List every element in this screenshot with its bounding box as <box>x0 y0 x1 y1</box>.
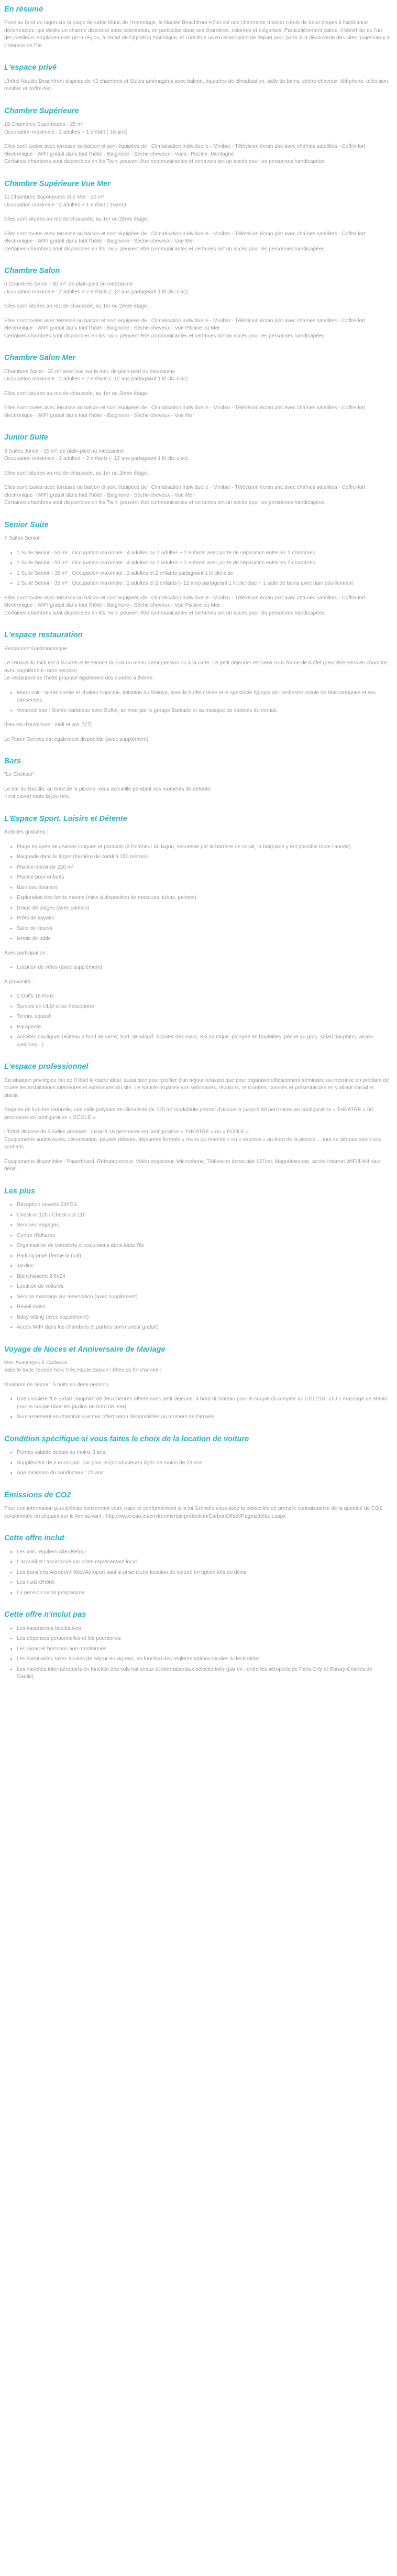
text-line: Le service du midi est à la carte et le service du soir un menu demi-pension ou à la carte. Le petit déjeuner est servi sous forme de buffet (peut être servi en chambre, avec supplément room service). <box>4 660 389 674</box>
paragraph <box>4 19 390 50</box>
text-line: Elles sont situées au rez-de-chaussée, au 1er ou 2ème étage. <box>4 303 149 310</box>
section-chambre-superieure-vue-mer <box>4 180 390 253</box>
paragraph <box>4 121 390 136</box>
text-line: Mes Avantages & Cadeaux <box>4 1360 68 1366</box>
section-l-espace-professionnel <box>4 1062 390 1173</box>
text-line: Certaines chambres sont disponibles en lits Twin, peuvent être communicantes et certaines ont un accès pour les personnes handicapées. <box>4 333 326 339</box>
list-item: • 1 Suite Senior - 35 m² ; Occupation maximale : 2 adultes et 2 enfants (- 12 ans) partageant 1 lit clic-clac + 1 salle de bains avec bain bouillonnant <box>17 580 390 588</box>
text-line: Chambres Salon - 30 m² avec vue sur la mer, de plain-pied ou mezzanine <box>4 368 175 375</box>
text-line: Certaines chambres sont disponibles en lits Twin, peuvent être communicantes et certaines ont un accès pour les personnes handicapées. <box>4 610 326 616</box>
bullet-list <box>4 550 390 588</box>
text-line: Équipements disponibles : Paperboard, Rétroprojecteur, Vidéo projecteur, Microphone, Télévision écran plat 127cm, Magnétoscope, accès Internet WIFI/LAN haut débit. <box>4 1158 381 1172</box>
list-item: • Les repas et boissons non mentionnés <box>17 1646 390 1653</box>
paragraph <box>4 950 390 958</box>
section-cette-offre-n-inclut-pas <box>4 1610 390 1681</box>
text-line: Occupation maximale : 2 adultes + 1 enfant (-16ans) <box>4 202 126 208</box>
list-item: • tennis de table <box>17 935 390 943</box>
paragraph <box>4 303 390 311</box>
paragraph <box>4 194 390 209</box>
list-item: • Age minimum du conducteur : 21 ans <box>17 1470 390 1477</box>
text-line: Elles sont toutes avec terrasse ou balcon et sont équipées de : Climatisation individuelle - Minibar - Télévision écran plat avec chaînes satellites - Coffre-fort électronique - WIFI gratuit dans tout l'hôtel - Baignoire - Sèche-cheveux - Vue Mer <box>4 485 366 498</box>
text-line: Restaurant Gastronomique <box>4 645 68 652</box>
section-emissions-de-co2 <box>4 1491 390 1520</box>
section-en-resume <box>4 5 390 50</box>
list-item: • La pension selon programme <box>17 1590 390 1597</box>
text-line: Elles sont situées au rez-de-chaussée, au 1er ou 2ème étage. <box>4 390 149 397</box>
text-line: Posé au bord du lagon sur la plage de sable blanc de l'Hermitage, le Nautile Beachfront Hôtel est une charmante maison créole de deux étages à l'ambiance décontractée, qui distille un charme discret et sans ostentation, en particulier dans ses chambres, colorées et élégantes. Particulièrement calme, il bénéficie de l'un des meilleurs emplacements de la région, à l'écart de l'agitation touristique, et constitue un excellent point de départ pour partir à la découverte des sites majestueux à l'intérieur de l'île. <box>4 20 390 49</box>
text-line: 3 Suites Junior - 35 m², de plain-pied ou mezzanine <box>4 448 124 454</box>
list-item: • Salle de fitness <box>17 925 390 933</box>
list-item: • Les nuits d'hôtel <box>17 1579 390 1587</box>
section-bars <box>4 757 390 801</box>
bullet-list <box>4 1396 390 1421</box>
list-item: • Les navettes inter-aéroports en fonction des vols nationaux et internationaux sélectionnés (par ex : entre les aéroports de Paris Orly et Roissy-Charles de Gaulle) <box>17 1666 390 1681</box>
text-line: Occupation maximale : 2 adultes + 1 enfant (-16 ans) <box>4 129 128 135</box>
text-line: 6 Chambres Salon - 30 m², de plain-pied ou mezzanine <box>4 281 133 288</box>
section-title: Bars <box>4 757 21 766</box>
list-item: • Exploration des fonds marins (mise à disposition de masques, tubas, palmes) <box>17 894 390 902</box>
section-title: Cette offre n'inclut pas <box>4 1610 86 1619</box>
text-line: Pour une information plus précise concernant votre trajet et conformément à la loi Grenelle vous avez la possibilité de prendre connaissance de la quantité de CO2 consommée en cliquant sur le lien suivant : <box>4 1506 382 1519</box>
bullet-list <box>4 1449 390 1477</box>
paragraph <box>4 231 390 254</box>
text-line: Validité toute l'année hors Très Haute Saison / fêtes de fin d'année : <box>4 1367 161 1374</box>
section-l-espace-sport-loisirs-et-detente <box>4 815 390 1049</box>
list-item: • Les transferts Aéroport/Hôtel/Aéroport sauf si prise d'une location de voiture en option lors du devis <box>17 1569 390 1577</box>
paragraph <box>4 1360 390 1375</box>
text-line: Elles sont toutes avec terrasse ou balcon et sont équipées de : Climatisation individuelle - Minibar - Télévision écran plat avec chaînes satellites - Coffre-fort électronique - WIFI gratuit dans tout l'hôtel - Baignoire - Sèche-cheveux - Vues : Piscine, Montagne <box>4 144 366 157</box>
paragraph <box>4 736 390 744</box>
paragraph <box>4 1505 390 1520</box>
list-item: • Parapente <box>17 1024 390 1032</box>
list-item: • Baby-sitting (avec supplément) <box>17 1314 390 1322</box>
text-line: Occupation maximale : 2 adultes + 2 enfants (- 12 ans partageant 1 lit clic-clac) <box>4 376 188 382</box>
text-line: Occupation maximale : 2 adultes + 2 enfants (- 12 ans partageant 1 lit clic-clac) <box>4 289 188 295</box>
text-line: 11 Chambres Supérieures Vue Mer - 25 m² <box>4 194 104 201</box>
list-item: • Services Bagages <box>17 1222 390 1230</box>
section-les-plus <box>4 1187 390 1332</box>
list-item: • Organisation de transferts et excursions dans toute l'île <box>17 1242 390 1250</box>
paragraph <box>4 979 390 986</box>
section-title: Émissions de CO2 <box>4 1490 71 1499</box>
section-title: Condition spécifique si vous faites le choix de la location de voiture <box>4 1434 249 1443</box>
list-item: • 1 Suite Senior - 50 m² ; Occupation maximale : 4 adultes ou 2 adultes + 2 enfants avec porte de séparation entre les 2 chambres. <box>17 560 390 567</box>
list-item: • Piscine-miroir de 220 m² <box>17 864 390 872</box>
list-item: • Les éventuelles taxes locales de séjour en vigueur, en fonction des réglementations locales à destination <box>17 1656 390 1663</box>
paragraph <box>4 470 390 478</box>
paragraph <box>4 1106 390 1122</box>
text-line: Le Room Service est également disponible (avec supplément). <box>4 736 150 742</box>
list-item: • Activités nautiques (Bateau à fond de verre, Surf, Windsurf, Scooter des mers, Ski nautique, plongée en bouteilles, pêche au gros, safari dauphins, whale-watching...) <box>17 1034 390 1049</box>
paragraph <box>4 645 390 653</box>
list-item: • Surclassement en chambre vue mer offert selon disponibilités au moment de l'arrivée <box>17 1413 390 1421</box>
list-item: • Baignade dans le lagon (barrière de corail à 150 mètres) <box>17 853 390 861</box>
text-line: 19 Chambres Supérieures - 25 m² <box>4 122 84 128</box>
bullet-list <box>4 689 390 715</box>
list-item: • Check-in 12h / Check-out 11h <box>17 1212 390 1220</box>
paragraph <box>4 829 390 837</box>
text-line: Certaines chambres sont disponibles en lits Twin, peuvent être communicantes et certaines ont un accès pour les personnes handicapées. <box>4 159 326 165</box>
list-item: • Location de vélos (avec supplément) <box>17 964 390 972</box>
section-senior-suite <box>4 521 390 617</box>
list-item: • Service massage sur réservation (avec supplément) <box>17 1294 390 1301</box>
text-line: Elles sont toutes avec terrasse ou balcon et sont équipées de : Climatisation individuelle - Minibar - Télévision écran plat avec chaînes satellites - Coffre-fort électronique - WIFI gratuit dans tout l'hôtel - Baignoire - Sèche-cheveux - Vue Piscine ou Mer <box>4 595 366 609</box>
list-item: • Mardi soir : soirée créole et chaleur tropicale, initiation au Maloya, avec le buffet créole et le spectacle typique de l'orchestre créole de Mascareignes et ses danseuses. <box>17 689 390 705</box>
list-item: • Vendredi soir : Soirée barbecue avec Buffet, animée par le groupe Barkade et sa musique de variétés du monde. <box>17 707 390 715</box>
text-line: 4 Suites Senior : <box>4 535 43 542</box>
bullet-list <box>4 964 390 972</box>
list-item: • Blanchisserie 24h/24 <box>17 1273 390 1281</box>
section-title: L'espace professionnel <box>4 1062 89 1071</box>
list-item: • Accès WIFI dans les chambres et parties communes( gratuit) <box>17 1324 390 1332</box>
section-title: Chambre Supérieure Vue Mer <box>4 179 111 188</box>
paragraph <box>4 1158 390 1174</box>
text-line: Elles sont situées au rez-de-chaussée, au 1er ou 2ème étage. <box>4 216 149 223</box>
section-title: Voyage de Noces et Anniversaire de Mariage <box>4 1345 166 1354</box>
text-line: Activités gratuites : <box>4 829 48 836</box>
section-l-espace-restauration <box>4 631 390 743</box>
section-title: Chambre Supérieure <box>4 106 79 115</box>
paragraph <box>4 535 390 543</box>
paragraph <box>4 660 390 683</box>
text-line: Baignée de lumière naturelle, une salle polyvalente climatisée de 120 m² modulable permet d'accueillir jusqu'à 80 personnes en configuration « THEATRE » 50 personnes en configuration « ECOLE ». <box>4 1107 373 1121</box>
text-line: "Le Cocktail" <box>4 772 34 778</box>
paragraph <box>4 390 390 398</box>
section-condition-specifique-si-vous-faites-le-choix-de-la-location-de-voiture <box>4 1435 390 1477</box>
text-line: Le restaurant de l'hôtel propose également des soirées à thème: <box>4 675 154 682</box>
section-title: Senior Suite <box>4 520 49 529</box>
bullet-list <box>4 1549 390 1597</box>
bullet-list <box>4 1625 390 1681</box>
list-item: • Une croisière "Le Safari Dauphin" de deux heures offerte avec petit déjeuner à bord du bateau pour le couple (à compter du 01/11/18 : OU 1 massage de 30min pour le couple dans les jardins en bord de mer) <box>17 1396 390 1411</box>
section-voyage-de-noces-et-anniversaire-de-mariage <box>4 1345 390 1421</box>
section-title: Chambre Salon Mer <box>4 354 76 363</box>
list-item: • Centre d'affaires <box>17 1232 390 1240</box>
section-title: L'Espace Sport, Loisirs et Détente <box>4 814 127 823</box>
paragraph <box>4 484 390 507</box>
list-item: • 1 Suite Senior - 50 m² ; Occupation maximale : 4 adultes ou 2 adultes + 2 enfants avec porte de séparation entre les 2 chambres. <box>17 550 390 557</box>
list-item: • Jardins <box>17 1263 390 1270</box>
list-item: • Réception ouverte 24h/24 <box>17 1201 390 1209</box>
paragraph <box>4 721 390 729</box>
paragraph <box>4 368 390 383</box>
section-title: L'espace restauration <box>4 631 83 640</box>
section-chambre-superieure <box>4 107 390 166</box>
list-item: • Permis valable depuis au moins 3 ans. <box>17 1449 390 1457</box>
paragraph <box>4 1077 390 1100</box>
paragraph <box>4 404 390 420</box>
list-item: • Les assurances facultatives <box>17 1625 390 1633</box>
list-item: • Les vols réguliers Aller/Retour <box>17 1549 390 1556</box>
list-item: • 1 Suite Senior - 35 m² ; Occupation maximale : 2 adultes et 2 enfants partageant 1 lit clic-clac <box>17 570 390 578</box>
text-line: Équipements audiovisuels, climatisation, pauses détente, déjeuners formule « menu du marché » ou « express » au bord de la piscine ... tout se déroule selon vos souhaits. <box>4 1136 381 1150</box>
list-item: • Piscine pour enfants <box>17 874 390 882</box>
text-line: L'hôtel dispose de 3 salles annexes : jusqu'à 16 personnes en configuration « THEATRE » ou « ECOLE » <box>4 1129 249 1135</box>
text-line: Sa situation privilégiée fait de l'Hôtel le cadre idéal, aussi bien pour profiter d'un séjour relaxant que pour organiser efficacement séminaire ou incentive en profitant de toutes les installations intérieures et extérieures du site. Le Nautile organise vos séminaires, réunions, rencontres, comités et présentations en y alliant travail et plaisir. <box>4 1077 389 1099</box>
section-cette-offre-inclut <box>4 1534 390 1597</box>
text-line: Le bar du Nautile, au bord de la piscine, vous accueille pendant vos moments de détente. <box>4 786 212 792</box>
list-item: • L'accueil et l'assistance par notre représentant local <box>17 1559 390 1566</box>
section-title: L'espace privé <box>4 63 57 72</box>
section-title: Junior Suite <box>4 433 48 442</box>
section-title: Chambre Salon <box>4 267 60 276</box>
paragraph <box>4 78 390 93</box>
text-line: Minimum de séjour : 5 nuits en demi-pension <box>4 1382 108 1388</box>
section-title: Les plus <box>4 1187 35 1196</box>
paragraph <box>4 1382 390 1389</box>
text-line: Certaines chambres sont disponibles en lits Twin, peuvent être communicantes et certaines ont un accès pour les personnes handicapées. <box>4 500 326 506</box>
section-chambre-salon-mer <box>4 354 390 420</box>
list-item: • Survols en ULM et en hélicoptère <box>17 1003 390 1011</box>
paragraph <box>4 448 390 463</box>
list-item: • Supplément de 5 euros par jour pour les(conducteurs) âgés de moins de 23 ans. <box>17 1460 390 1467</box>
list-item: • Les dépenses personnelles et les pourboires <box>17 1635 390 1643</box>
text-line: (Heures d'ouverture : midi et soir 7j/7) <box>4 722 92 728</box>
list-item: • Tennis, squash <box>17 1013 390 1021</box>
section-title: En résumé <box>4 5 43 14</box>
text-line: Avec participation : <box>4 950 49 956</box>
list-item: • Draps de plages (avec caution) <box>17 905 390 913</box>
paragraph <box>4 1128 390 1152</box>
paragraph <box>4 216 390 224</box>
text-line: Elles sont toutes avec terrasse ou balcon et sont équipées de : Climatisation individuelle - Minibar - Télévision écran plat avec chaînes satellites - Coffre-fort électronique - WIFI gratuit dans tout l'hôtel - Baignoire - Sèche-cheveux - Vue Piscine ou Mer <box>4 317 366 332</box>
bullet-list <box>4 993 390 1049</box>
section-chambre-salon <box>4 267 390 340</box>
text-line: Occupation maximale : 2 adultes + 2 enfants (- 12 ans partageant 1 lit clic-clac) <box>4 456 188 462</box>
paragraph <box>4 143 390 166</box>
section-l-espace-prive <box>4 63 390 93</box>
text-line: Elles sont toutes avec terrasse ou balcon et sont équipées de : Climatisation individuelle - Minibar - Télévision écran plat avec chaînes satellites - Coffre-fort électronique - WIFI gratuit dans tout l'hôtel - Baignoire - Sèche-cheveux - Vue Mer <box>4 405 366 419</box>
text-line: Il est ouvert toute la journée. <box>4 794 71 800</box>
bullet-list <box>4 843 390 943</box>
list-item: • Plage équipée de chaises longues et parasols (à l'intérieur du lagon, sécurisée par la barrière de corail, la baignade y est possible toute l'année) <box>17 843 390 851</box>
text-line: Elles sont situées au rez-de-chaussée, au 1er ou 2ème étage. <box>4 470 149 476</box>
paragraph <box>4 771 390 779</box>
list-item: • Réveil matin <box>17 1303 390 1311</box>
text-line: Elles sont toutes avec terrasse ou balcon et sont équipées de : Climatisation individuelle - Minibar - Télévision écran plat avec chaînes satellites - Coffre-fort électronique - WIFI gratuit dans tout l'hôtel - Baignoire - Sèche-cheveux - Vue Mer <box>4 231 366 245</box>
text-line: Certaines chambres sont disponibles en lits Twin, peuvent être communicantes et certaines ont un accès pour les personnes handicapées. <box>4 246 326 252</box>
bullet-list <box>4 1201 390 1332</box>
list-item: • Prêts de kayaks <box>17 915 390 923</box>
list-item: • Parking privé (fermé la nuit) <box>17 1253 390 1260</box>
list-item: • Bain bouillonnant <box>17 884 390 892</box>
section-junior-suite <box>4 433 390 507</box>
paragraph <box>4 281 390 296</box>
list-item: • 2 Golfs 18 trous <box>17 993 390 1001</box>
paragraph <box>4 786 390 801</box>
section-title: Cette offre inclut <box>4 1534 64 1543</box>
paragraph <box>4 317 390 341</box>
co2-info-link[interactable]: http://www.icao.int/environmental-protection/CarbonOffset/Pages/default.aspx <box>106 1513 286 1519</box>
text-line: L'hôtel Nautile Beachfront dispose de 43 chambres et Suites aménagées avec balcon, équipées de climatisation, salle de bains, sèche-cheveux, téléphone, télévision, minibar et coffre-fort. <box>4 78 390 92</box>
text-line: À proximité : <box>4 979 34 985</box>
list-item: • Location de voitures <box>17 1283 390 1291</box>
paragraph <box>4 595 390 618</box>
